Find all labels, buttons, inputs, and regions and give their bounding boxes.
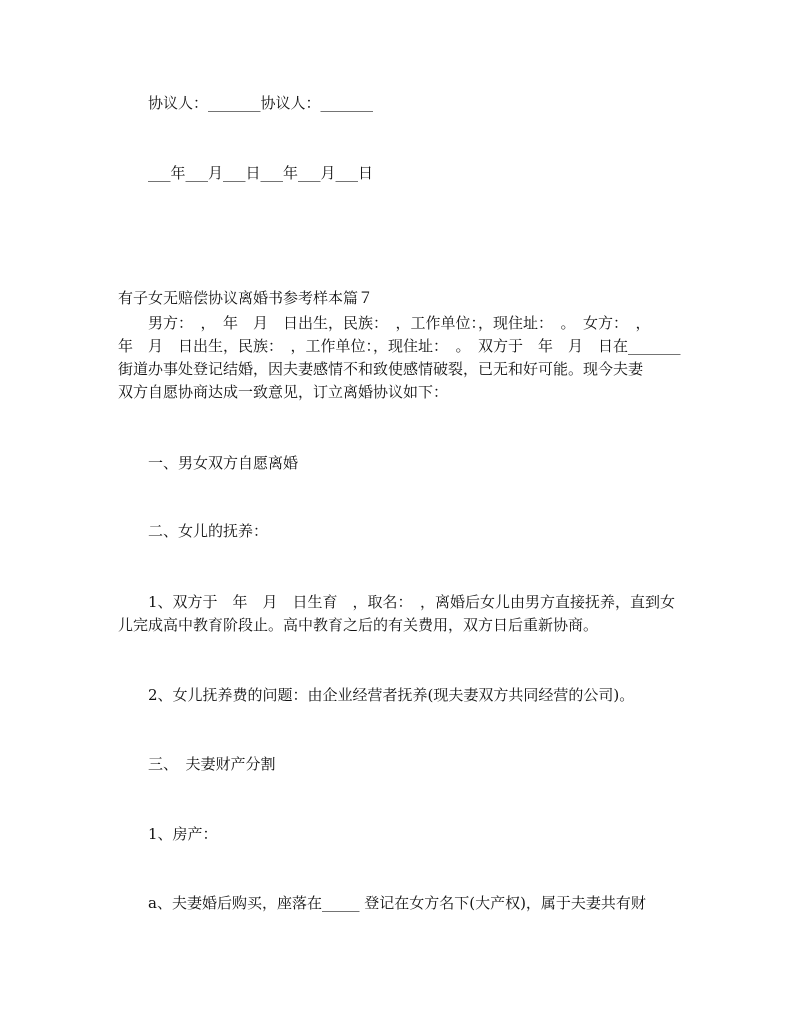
clause-2-1-line-1: 1、双方于 年 月 日生育 ，取名： ，离婚后女儿由男方直接抚养，直到女 <box>148 593 676 611</box>
clause-3-1-a: a、夫妻婚后购买，座落在_____ 登记在女方名下(大产权)，属于夫妻共有财 <box>148 894 646 912</box>
intro-line-3: 街道办事处登记结婚，因夫妻感情不和致使感情破裂，已无和好可能。现今夫妻 <box>118 360 644 378</box>
intro-line-4: 双方自愿协商达成一致意见，订立离婚协议如下： <box>118 383 449 401</box>
clause-2-heading: 二、女儿的抚养： <box>148 522 269 540</box>
clause-3-1: 1、房产： <box>148 825 218 843</box>
clause-3-heading: 三、 夫妻财产分割 <box>148 755 276 773</box>
intro-line-2: 年 月 日出生，民族： ，工作单位：，现住址： 。 双方于 年 月 日在_______ <box>118 337 681 355</box>
intro-line-1: 男方： ， 年 月 日出生，民族： ，工作单位：，现住址： 。 女方： ， <box>148 314 651 332</box>
clause-2-2: 2、女儿抚养费的问题：由企业经营者抚养(现夫妻双方共同经营的公司)。 <box>148 686 635 704</box>
clause-2-1-line-2: 儿完成高中教育阶段止。高中教育之后的有关费用，双方日后重新协商。 <box>118 616 599 634</box>
date-line: ___年___月___日___年___月___日 <box>148 164 374 182</box>
signature-line: 协议人：_______协议人：_______ <box>148 94 374 112</box>
section-title: 有子女无赔偿协议离婚书参考样本篇７ <box>118 289 374 307</box>
clause-1-heading: 一、男女双方自愿离婚 <box>148 454 299 472</box>
